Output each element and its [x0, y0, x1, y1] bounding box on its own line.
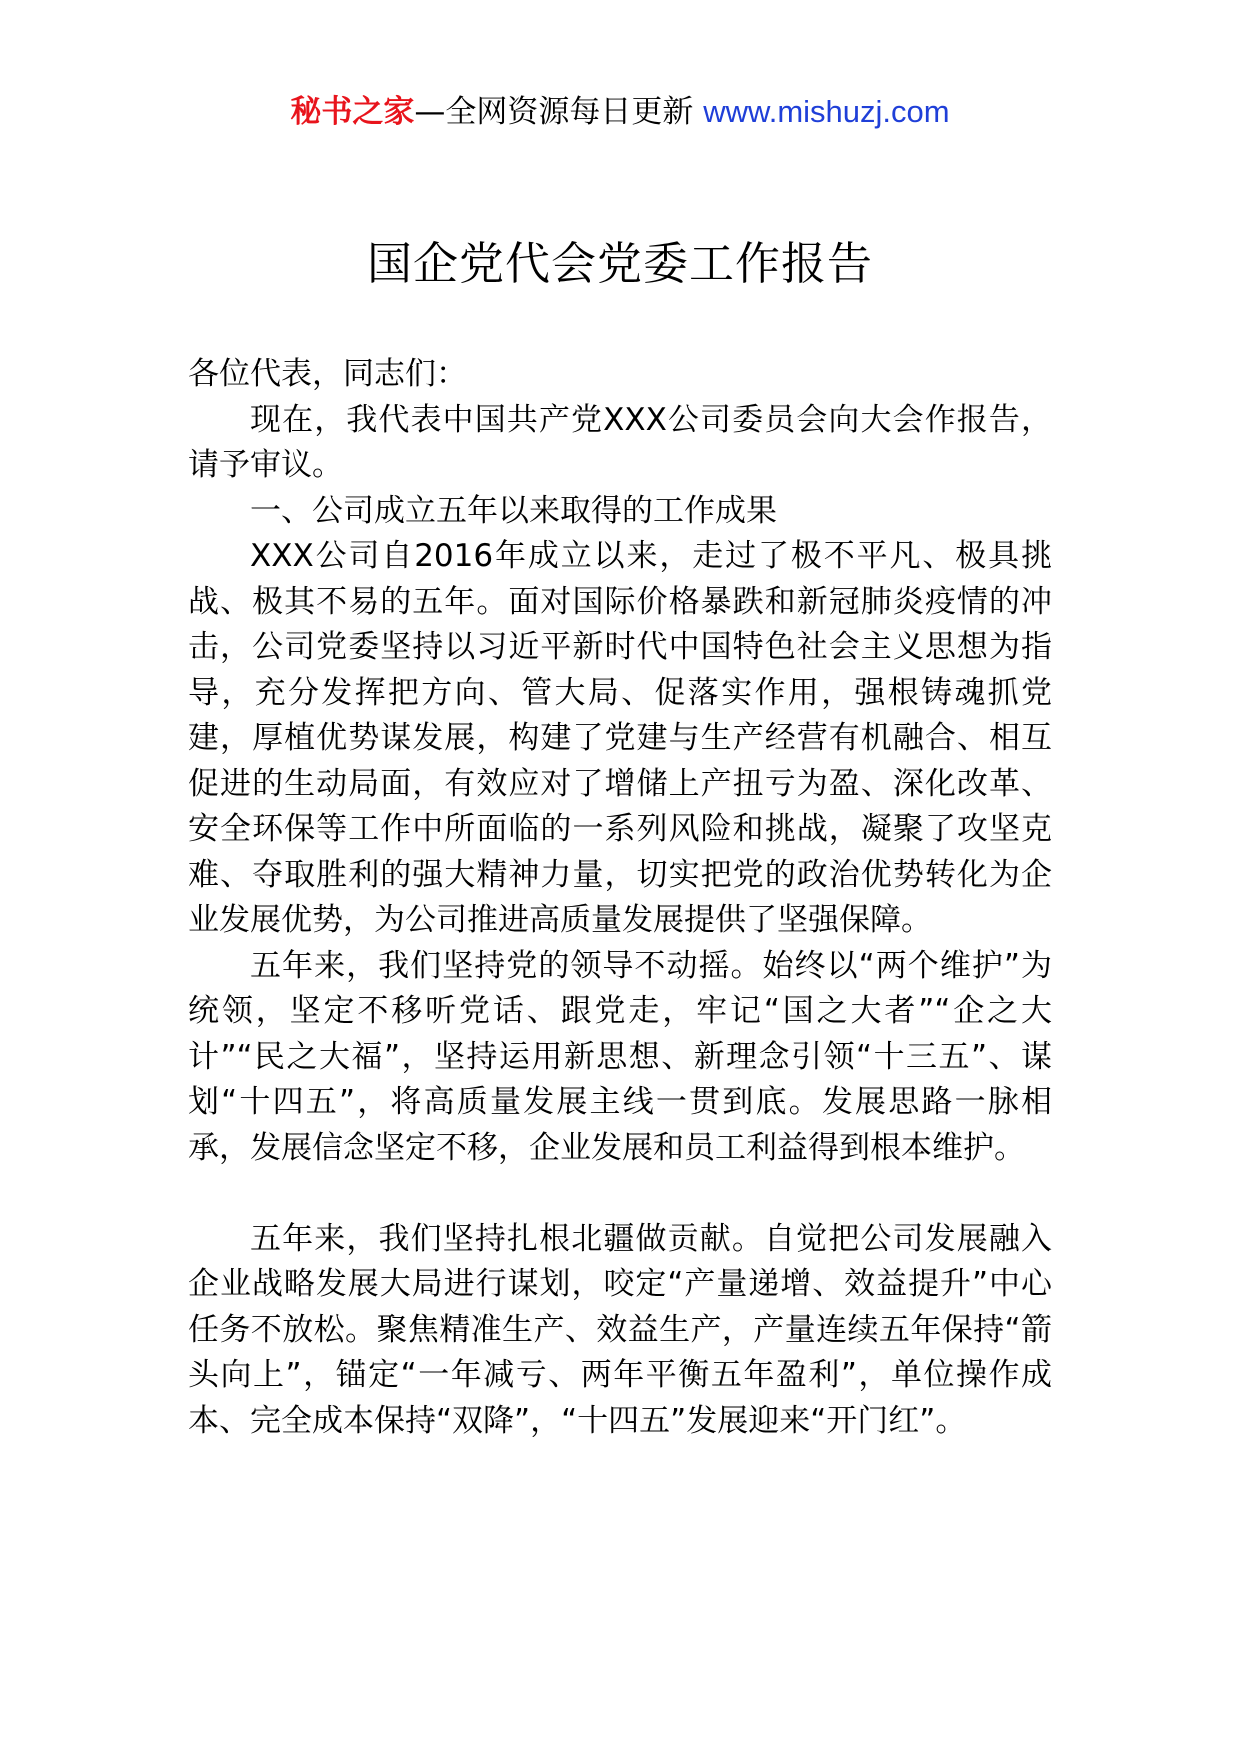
brand-name: 秘书之家 [290, 94, 415, 130]
document-title: 国企党代会党委工作报告 [366, 237, 873, 290]
paragraph-intro: 现在，我代表中国共产党XXX公司委员会向大会作报告，请予审议。 [188, 401, 1052, 483]
paragraph-party-leadership: 五年来，我们坚持党的领导不动摇。始终以“两个维护”为统领，坚定不移听党话、跟党走，牢记“国之大者”“企之大计”“民之大福”，坚持运用新思想、新理念引领“十三五”、谋划“十四五”，将高质量发展主线一贯到底。发展思路一脉相承，发展信念坚定不移，企业发展和员工利益得到根本维护。 [188, 947, 1052, 1166]
header-slogan: —全网资源每日更新 [414, 94, 704, 130]
document-body [188, 352, 1052, 1444]
section-heading: 一、公司成立五年以来取得的工作成果 [250, 492, 777, 529]
site-header [0, 92, 1240, 132]
paragraph-spacer [188, 1171, 1052, 1217]
salutation: 各位代表，同志们： [188, 356, 467, 392]
paragraph-achievements: XXX公司自2016年成立以来，走过了极不平凡、极具挑战、极其不易的五年。面对国际价格暴跌和新冠肺炎疫情的冲击，公司党委坚持以习近平新时代中国特色社会主义思想为指导，充分发挥把方向、管大局、促落实作用，强根铸魂抓党建，厚植优势谋发展，构建了党建与生产经营有机融合、相互促进的生动局面，有效应对了增储上产扭亏为盈、深化改革、安全环保等工作中所面临的一系列风险和挑战，凝聚了攻坚克难、夺取胜利的强大精神力量，切实把党的政治优势转化为企业发展优势，为公司推进高质量发展提供了坚强保障。 [188, 538, 1052, 938]
paragraph-contribution: 五年来，我们坚持扎根北疆做贡献。自觉把公司发展融入企业战略发展大局进行谋划，咬定“产量递增、效益提升”中心任务不放松。聚焦精准生产、效益生产，产量连续五年保持“箭头向上”，锚定“一年减亏、两年平衡五年盈利”，单位操作成本、完全成本保持“双降”，“十四五”发展迎来“开门红”。 [188, 1220, 1052, 1439]
site-url-link[interactable]: www.mishuzj.com [703, 94, 950, 129]
